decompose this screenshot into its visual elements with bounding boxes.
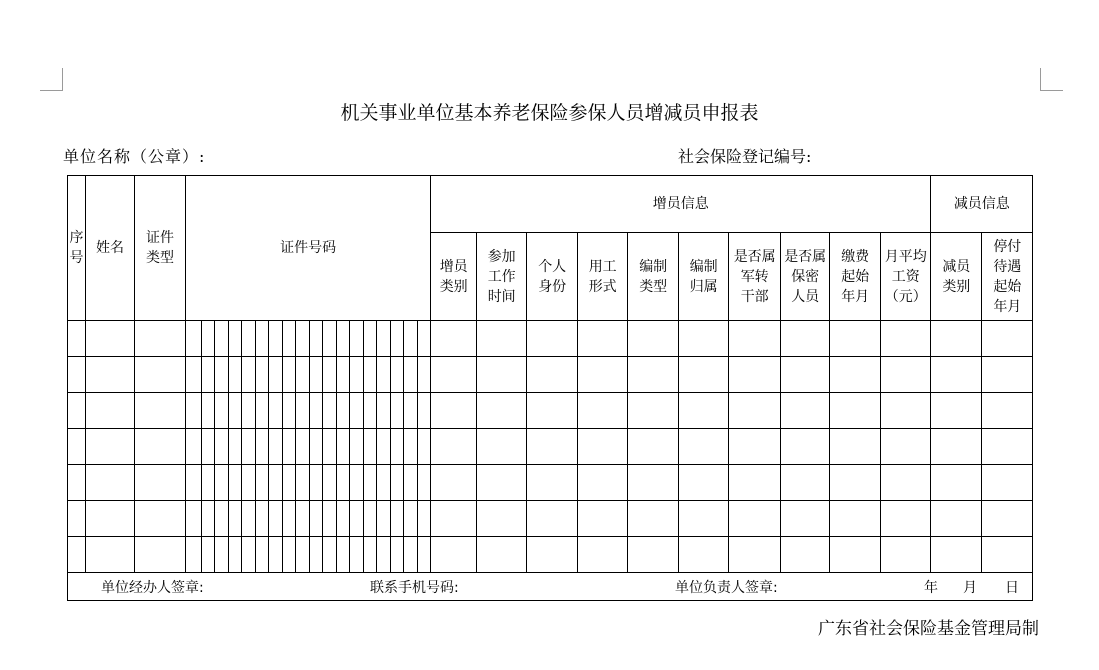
entry-cell[interactable] [729, 357, 781, 393]
id-digit-cell[interactable] [256, 393, 269, 429]
entry-cell[interactable] [781, 393, 830, 429]
id-digit-cell[interactable] [256, 321, 269, 357]
id-digit-cell[interactable] [377, 465, 391, 501]
entry-cell[interactable] [578, 393, 628, 429]
id-digit-cell[interactable] [296, 465, 310, 501]
entry-cell[interactable] [781, 429, 830, 465]
id-digit-cell[interactable] [377, 537, 391, 573]
entry-cell[interactable] [729, 429, 781, 465]
entry-cell[interactable] [881, 465, 931, 501]
id-digit-cell[interactable] [229, 357, 242, 393]
entry-cell[interactable] [578, 465, 628, 501]
entry-cell[interactable] [68, 537, 86, 573]
entry-cell[interactable] [135, 321, 186, 357]
entry-cell[interactable] [431, 393, 477, 429]
entry-cell[interactable] [527, 501, 578, 537]
id-digit-cell[interactable] [242, 429, 256, 465]
entry-cell[interactable] [86, 321, 135, 357]
entry-cell[interactable] [431, 537, 477, 573]
col-header-increase-field: 是否属 军转 干部 [729, 233, 781, 321]
id-digit-cell[interactable] [296, 501, 310, 537]
id-digit-cell[interactable] [310, 357, 323, 393]
entry-cell[interactable] [578, 537, 628, 573]
entry-cell[interactable] [830, 429, 881, 465]
entry-cell[interactable] [679, 429, 729, 465]
id-digit-cell[interactable] [377, 357, 391, 393]
entry-cell[interactable] [431, 357, 477, 393]
id-digit-cell[interactable] [283, 501, 296, 537]
signature-leader-label: 单位负责人签章: [675, 580, 778, 596]
registration-number-label: 社会保险登记编号: [678, 147, 812, 166]
id-digit-cell[interactable] [269, 465, 283, 501]
entry-cell[interactable] [931, 429, 982, 465]
id-digit-cell[interactable] [242, 465, 256, 501]
entry-cell[interactable] [135, 501, 186, 537]
id-digit-cell[interactable] [350, 393, 364, 429]
id-digit-cell[interactable] [377, 393, 391, 429]
entry-cell[interactable] [729, 537, 781, 573]
entry-cell[interactable] [881, 393, 931, 429]
id-digit-cell[interactable] [296, 321, 310, 357]
enrollment-change-table [67, 175, 1033, 601]
entry-cell[interactable] [729, 393, 781, 429]
entry-cell[interactable] [628, 357, 679, 393]
id-digit-cell[interactable] [215, 465, 229, 501]
entry-cell[interactable] [982, 429, 1033, 465]
entry-cell[interactable] [477, 393, 527, 429]
col-header-increase-field: 缴费 起始 年月 [830, 233, 881, 321]
entry-cell[interactable] [578, 357, 628, 393]
signature-year-label: 年 [924, 580, 938, 596]
entry-cell[interactable] [135, 393, 186, 429]
id-digit-cell[interactable] [364, 321, 377, 357]
id-digit-cell[interactable] [242, 537, 256, 573]
entry-cell[interactable] [431, 321, 477, 357]
entry-cell[interactable] [578, 429, 628, 465]
col-header-increase-field: 月平均 工资 （元） [881, 233, 931, 321]
entry-cell[interactable] [781, 321, 830, 357]
id-digit-cell[interactable] [391, 357, 404, 393]
entry-cell[interactable] [477, 429, 527, 465]
id-digit-cell[interactable] [377, 501, 391, 537]
id-digit-cell[interactable] [337, 393, 350, 429]
id-digit-cell[interactable] [391, 501, 404, 537]
entry-cell[interactable] [830, 321, 881, 357]
entry-cell[interactable] [135, 429, 186, 465]
entry-cell[interactable] [982, 501, 1033, 537]
col-header-increase-group: 增员信息 [431, 176, 931, 233]
id-digit-cell[interactable] [404, 501, 418, 537]
id-digit-cell[interactable] [350, 537, 364, 573]
form-title: 机关事业单位基本养老保险参保人员增减员申报表 [340, 102, 759, 124]
table-row [68, 537, 1033, 573]
entry-cell[interactable] [931, 537, 982, 573]
entry-cell[interactable] [982, 537, 1033, 573]
entry-cell[interactable] [729, 465, 781, 501]
id-digit-cell[interactable] [364, 393, 377, 429]
id-digit-cell[interactable] [364, 501, 377, 537]
id-digit-cell[interactable] [242, 393, 256, 429]
entry-cell[interactable] [982, 321, 1033, 357]
entry-cell[interactable] [729, 501, 781, 537]
id-digit-cell[interactable] [377, 429, 391, 465]
id-digit-cell[interactable] [256, 357, 269, 393]
entry-cell[interactable] [135, 465, 186, 501]
footer-organization: 广东省社会保险基金管理局制 [818, 619, 1039, 639]
col-header-increase-field: 参加 工作 时间 [477, 233, 527, 321]
id-digit-cell[interactable] [323, 393, 337, 429]
signature-cell [68, 573, 1033, 601]
id-digit-cell[interactable] [186, 357, 202, 393]
id-digit-cell[interactable] [323, 357, 337, 393]
id-digit-cell[interactable] [202, 321, 215, 357]
id-digit-cell[interactable] [202, 393, 215, 429]
id-digit-cell[interactable] [364, 465, 377, 501]
entry-cell[interactable] [881, 537, 931, 573]
id-digit-cell[interactable] [269, 501, 283, 537]
id-digit-cell[interactable] [229, 429, 242, 465]
id-digit-cell[interactable] [391, 537, 404, 573]
id-digit-cell[interactable] [202, 429, 215, 465]
entry-cell[interactable] [68, 465, 86, 501]
id-digit-cell[interactable] [296, 357, 310, 393]
id-digit-cell[interactable] [202, 501, 215, 537]
entry-cell[interactable] [477, 465, 527, 501]
id-digit-cell[interactable] [283, 429, 296, 465]
entry-cell[interactable] [477, 537, 527, 573]
id-digit-cell[interactable] [418, 321, 431, 357]
id-digit-cell[interactable] [310, 465, 323, 501]
entry-cell[interactable] [830, 465, 881, 501]
col-header-id-type: 证件 类型 [135, 176, 186, 321]
id-digit-cell[interactable] [418, 501, 431, 537]
id-digit-cell[interactable] [229, 501, 242, 537]
entry-cell[interactable] [86, 465, 135, 501]
id-digit-cell[interactable] [269, 321, 283, 357]
entry-cell[interactable] [578, 501, 628, 537]
entry-cell[interactable] [578, 321, 628, 357]
signature-day-label: 日 [1005, 580, 1019, 596]
id-digit-cell[interactable] [364, 429, 377, 465]
id-digit-cell[interactable] [418, 429, 431, 465]
entry-cell[interactable] [628, 393, 679, 429]
id-digit-cell[interactable] [215, 501, 229, 537]
id-digit-cell[interactable] [418, 537, 431, 573]
entry-cell[interactable] [86, 537, 135, 573]
id-digit-cell[interactable] [350, 429, 364, 465]
entry-cell[interactable] [135, 537, 186, 573]
entry-cell[interactable] [628, 321, 679, 357]
id-digit-cell[interactable] [323, 465, 337, 501]
entry-cell[interactable] [881, 429, 931, 465]
entry-cell[interactable] [781, 537, 830, 573]
id-digit-cell[interactable] [229, 393, 242, 429]
id-digit-cell[interactable] [283, 321, 296, 357]
id-digit-cell[interactable] [418, 465, 431, 501]
signature-month-label: 月 [963, 580, 977, 596]
id-digit-cell[interactable] [404, 321, 418, 357]
id-digit-cell[interactable] [229, 321, 242, 357]
id-digit-cell[interactable] [296, 537, 310, 573]
entry-cell[interactable] [931, 501, 982, 537]
entry-cell[interactable] [679, 501, 729, 537]
id-digit-cell[interactable] [337, 357, 350, 393]
table-row [68, 321, 1033, 357]
col-header-increase-field: 是否属 保密 人员 [781, 233, 830, 321]
id-digit-cell[interactable] [364, 357, 377, 393]
entry-cell[interactable] [679, 357, 729, 393]
entry-cell[interactable] [68, 393, 86, 429]
entry-cell[interactable] [527, 537, 578, 573]
id-digit-cell[interactable] [269, 393, 283, 429]
page-corner-mark-top-left [40, 68, 63, 91]
entry-cell[interactable] [68, 357, 86, 393]
id-digit-cell[interactable] [364, 537, 377, 573]
entry-cell[interactable] [431, 465, 477, 501]
table-row [68, 393, 1033, 429]
id-digit-cell[interactable] [350, 501, 364, 537]
id-digit-cell[interactable] [323, 537, 337, 573]
col-header-increase-field: 用工 形式 [578, 233, 628, 321]
id-digit-cell[interactable] [215, 537, 229, 573]
header-row-1 [68, 176, 1033, 233]
id-digit-cell[interactable] [323, 321, 337, 357]
entry-cell[interactable] [982, 393, 1033, 429]
signature-phone-label: 联系手机号码: [370, 580, 459, 596]
id-digit-cell[interactable] [404, 357, 418, 393]
id-digit-cell[interactable] [242, 321, 256, 357]
entry-cell[interactable] [931, 321, 982, 357]
signature-row [68, 573, 1033, 601]
id-digit-cell[interactable] [337, 465, 350, 501]
entry-cell[interactable] [781, 501, 830, 537]
entry-cell[interactable] [982, 357, 1033, 393]
entry-cell[interactable] [527, 465, 578, 501]
table-row [68, 465, 1033, 501]
id-digit-cell[interactable] [337, 501, 350, 537]
entry-cell[interactable] [86, 501, 135, 537]
id-digit-cell[interactable] [296, 429, 310, 465]
id-digit-cell[interactable] [283, 537, 296, 573]
id-digit-cell[interactable] [186, 537, 202, 573]
id-digit-cell[interactable] [350, 357, 364, 393]
col-header-decrease-group: 减员信息 [931, 176, 1033, 233]
id-digit-cell[interactable] [269, 537, 283, 573]
id-digit-cell[interactable] [186, 501, 202, 537]
entry-cell[interactable] [781, 357, 830, 393]
id-digit-cell[interactable] [337, 321, 350, 357]
entry-cell[interactable] [679, 465, 729, 501]
table-row [68, 501, 1033, 537]
id-digit-cell[interactable] [296, 393, 310, 429]
entry-cell[interactable] [679, 537, 729, 573]
id-digit-cell[interactable] [283, 393, 296, 429]
col-header-seq: 序 号 [68, 176, 86, 321]
entry-cell[interactable] [830, 393, 881, 429]
id-digit-cell[interactable] [310, 501, 323, 537]
entry-cell[interactable] [881, 321, 931, 357]
id-digit-cell[interactable] [242, 357, 256, 393]
id-digit-cell[interactable] [256, 465, 269, 501]
col-header-id-number: 证件号码 [186, 176, 431, 321]
id-digit-cell[interactable] [256, 429, 269, 465]
id-digit-cell[interactable] [186, 465, 202, 501]
id-digit-cell[interactable] [229, 465, 242, 501]
id-digit-cell[interactable] [391, 393, 404, 429]
id-digit-cell[interactable] [186, 393, 202, 429]
col-header-increase-field: 编制 归属 [679, 233, 729, 321]
entry-cell[interactable] [68, 321, 86, 357]
id-digit-cell[interactable] [404, 393, 418, 429]
id-digit-cell[interactable] [269, 357, 283, 393]
id-digit-cell[interactable] [404, 429, 418, 465]
col-header-increase-field: 个人 身份 [527, 233, 578, 321]
id-digit-cell[interactable] [202, 465, 215, 501]
id-digit-cell[interactable] [391, 321, 404, 357]
id-digit-cell[interactable] [242, 501, 256, 537]
entry-cell[interactable] [781, 465, 830, 501]
entry-cell[interactable] [628, 537, 679, 573]
entry-cell[interactable] [628, 465, 679, 501]
entry-cell[interactable] [830, 537, 881, 573]
table-row [68, 429, 1033, 465]
id-digit-cell[interactable] [256, 537, 269, 573]
id-digit-cell[interactable] [404, 465, 418, 501]
table-row [68, 357, 1033, 393]
entry-cell[interactable] [679, 393, 729, 429]
entry-cell[interactable] [830, 357, 881, 393]
id-digit-cell[interactable] [283, 357, 296, 393]
entry-cell[interactable] [431, 429, 477, 465]
col-header-decrease-field: 停付 待遇 起始 年月 [982, 233, 1033, 321]
id-digit-cell[interactable] [215, 357, 229, 393]
entry-cell[interactable] [931, 465, 982, 501]
entry-cell[interactable] [628, 501, 679, 537]
id-digit-cell[interactable] [323, 501, 337, 537]
id-digit-cell[interactable] [310, 393, 323, 429]
entry-cell[interactable] [931, 393, 982, 429]
id-digit-cell[interactable] [269, 429, 283, 465]
entry-cell[interactable] [86, 393, 135, 429]
entry-cell[interactable] [729, 321, 781, 357]
signature-handler-label: 单位经办人签章: [101, 580, 204, 596]
unit-name-label: 单位名称（公章）: [63, 147, 206, 166]
entry-cell[interactable] [431, 501, 477, 537]
entry-cell[interactable] [477, 321, 527, 357]
id-digit-cell[interactable] [202, 357, 215, 393]
id-digit-cell[interactable] [215, 429, 229, 465]
id-digit-cell[interactable] [186, 429, 202, 465]
id-digit-cell[interactable] [391, 465, 404, 501]
id-digit-cell[interactable] [350, 321, 364, 357]
col-header-name: 姓名 [86, 176, 135, 321]
entry-cell[interactable] [86, 429, 135, 465]
id-digit-cell[interactable] [215, 321, 229, 357]
entry-cell[interactable] [881, 501, 931, 537]
col-header-increase-field: 编制 类型 [628, 233, 679, 321]
id-digit-cell[interactable] [202, 537, 215, 573]
entry-cell[interactable] [830, 501, 881, 537]
entry-cell[interactable] [68, 429, 86, 465]
id-digit-cell[interactable] [229, 537, 242, 573]
id-digit-cell[interactable] [337, 429, 350, 465]
id-digit-cell[interactable] [215, 393, 229, 429]
entry-cell[interactable] [527, 357, 578, 393]
entry-cell[interactable] [477, 357, 527, 393]
id-digit-cell[interactable] [377, 321, 391, 357]
entry-cell[interactable] [881, 357, 931, 393]
entry-cell[interactable] [527, 321, 578, 357]
id-digit-cell[interactable] [256, 501, 269, 537]
id-digit-cell[interactable] [310, 537, 323, 573]
entry-cell[interactable] [679, 321, 729, 357]
id-digit-cell[interactable] [350, 465, 364, 501]
entry-cell[interactable] [86, 357, 135, 393]
entry-cell[interactable] [68, 501, 86, 537]
entry-cell[interactable] [135, 357, 186, 393]
entry-cell[interactable] [477, 501, 527, 537]
id-digit-cell[interactable] [418, 393, 431, 429]
entry-cell[interactable] [527, 429, 578, 465]
entry-cell[interactable] [527, 393, 578, 429]
id-digit-cell[interactable] [323, 429, 337, 465]
id-digit-cell[interactable] [337, 537, 350, 573]
entry-cell[interactable] [931, 357, 982, 393]
id-digit-cell[interactable] [186, 321, 202, 357]
page-corner-mark-top-right [1040, 68, 1063, 91]
id-digit-cell[interactable] [310, 321, 323, 357]
id-digit-cell[interactable] [283, 465, 296, 501]
id-digit-cell[interactable] [404, 537, 418, 573]
id-digit-cell[interactable] [310, 429, 323, 465]
id-digit-cell[interactable] [391, 429, 404, 465]
entry-cell[interactable] [628, 429, 679, 465]
entry-cell[interactable] [982, 465, 1033, 501]
col-header-decrease-field: 减员 类别 [931, 233, 982, 321]
col-header-increase-field: 增员 类别 [431, 233, 477, 321]
id-digit-cell[interactable] [418, 357, 431, 393]
